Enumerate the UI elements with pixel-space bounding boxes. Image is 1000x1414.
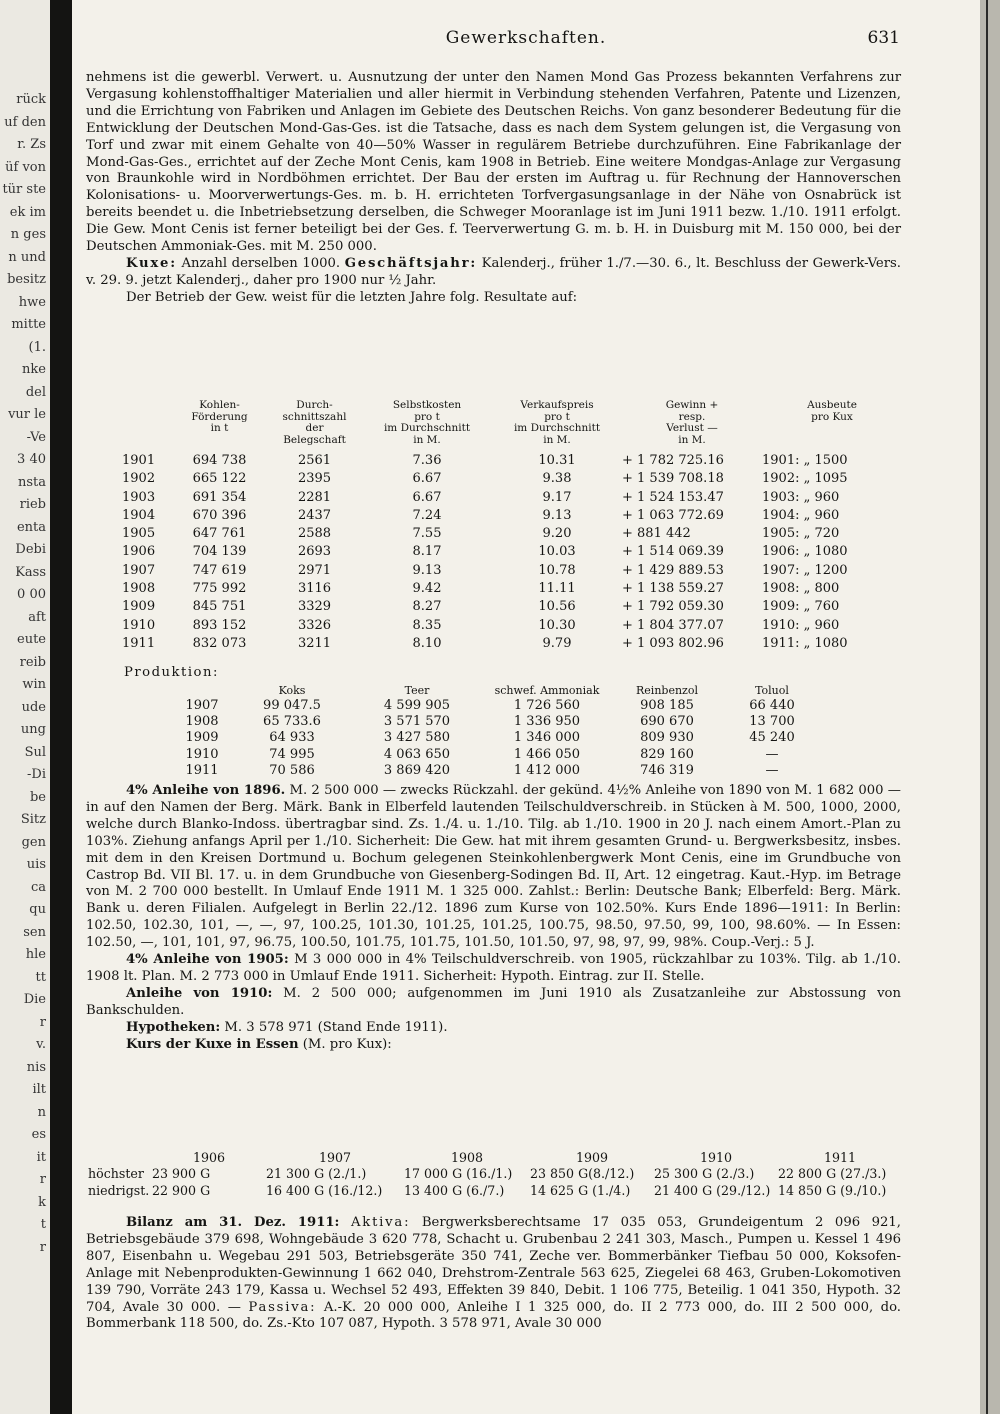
- results-row: [122, 562, 902, 580]
- margin-fragment: (1.: [28, 339, 46, 355]
- kurs-year: 1906: [192, 1150, 226, 1165]
- results-cell: 11.11: [538, 581, 576, 597]
- production-row: [172, 763, 822, 779]
- text-block-bilanz: [86, 1215, 901, 1333]
- results-cell: 694 738: [192, 453, 247, 468]
- margin-fragment: hle: [25, 947, 46, 962]
- results-cell: 1901: „ 1500: [762, 453, 848, 468]
- kurs-low-row: [88, 1183, 902, 1199]
- results-cell: 2437: [297, 507, 332, 523]
- margin-fragment: ca: [30, 879, 46, 895]
- results-cell: 3329: [297, 599, 332, 615]
- results-cell: 1905: [122, 526, 156, 542]
- results-cell: 832 073: [192, 635, 247, 651]
- results-cell: 9.13: [412, 562, 442, 578]
- production-cell: 1 346 000: [513, 730, 581, 746]
- results-cell: 2693: [297, 544, 332, 560]
- page-edge-right: [980, 0, 1000, 1414]
- margin-fragment: r: [39, 1014, 46, 1030]
- production-cell: 3 571 570: [383, 714, 451, 730]
- text-block-bottom: [86, 783, 901, 1054]
- production-cell: 1 412 000: [513, 762, 581, 778]
- results-cell: 2561: [297, 453, 332, 468]
- results-cell: 2395: [297, 471, 332, 487]
- margin-fragment: n ges: [10, 227, 46, 242]
- results-cell: 1902: „ 1095: [762, 471, 848, 487]
- results-cell: 9.13: [542, 507, 572, 523]
- results-cell: + 1 539 708.18: [622, 471, 724, 487]
- aktiva-text: Bergwerksberechtsame 17 035 053, Grundeigentum 2 096 921, Betriebsgebäude 379 698, Wohngebäude 3 620 778, Schacht u. Grubenbau 2 241 303, Masch., Pumpen u. Kessel 1 496 807, Eisenbahn u. Wegebau 291 503, Betriebsgeräte 350 741, Zeche ver. Bommerbänker Tiefbau 50 000, Koksofen-Anlage mit Nebenprodukten-Gewinnung 1 662 040, Drehstrom-Zentrale 563 625, Ziegelei 68 463, Gruben-Lokomotiven 139 790, Vorräte 243 179, Kassa u. Wechsel 52 493, Effekten 39 840, Debit. 1 106 775, Beteilig. 1 041 350, Hypoth. 32 704, Avale 30 000. —: [86, 1215, 901, 1315]
- aktiva-label: Aktiva:: [350, 1215, 411, 1230]
- margin-fragment: n: [37, 1104, 46, 1120]
- anleihe-1910-text: M. 2 500 000; aufgenommen im Juni 1910 als Zusatzanleihe zur Abstossung von Bankschulden.: [86, 985, 901, 1018]
- anleihe-1905-text: M 3 000 000 in 4% Teilschuldverschreib. von 1905, rückzahlbar zu 103%. Tilg. ab 1./10. 1908 lt. Plan. M. 2 773 000 in Umlauf Ende 1911. Sicherheit: Hypoth. Eintrag. zur II. Stelle.: [86, 952, 901, 984]
- kurs-cell: 23 900 G: [152, 1166, 211, 1182]
- results-cell: 1904: „ 960: [762, 507, 840, 523]
- results-cell: 1911: [122, 635, 156, 651]
- results-cell: 1910: „ 960: [762, 617, 840, 633]
- page-number: 631: [867, 28, 900, 48]
- margin-fragment: Die: [23, 992, 46, 1007]
- margin-fragment: v.: [36, 1037, 46, 1052]
- results-cell: + 1 093 802.96: [622, 635, 724, 651]
- results-row: [122, 507, 902, 525]
- results-cell: + 1 063 772.69: [622, 507, 724, 523]
- production-cell: —: [765, 746, 779, 762]
- kurs-cell: 21 400 G (29./12.): [654, 1182, 771, 1198]
- kurs-row-label: höchster: [88, 1166, 144, 1182]
- production-cell: 1 466 050: [513, 746, 581, 762]
- results-cell: 7.24: [412, 507, 442, 523]
- production-cell: 1909: [185, 730, 219, 746]
- margin-fragment: enta: [16, 519, 46, 535]
- production-cell: 1908: [185, 714, 219, 730]
- kurs-cell: 13 400 G (6./7.): [404, 1182, 505, 1198]
- production-cell: 690 670: [640, 714, 694, 730]
- results-header: Selbstkosten pro t im Durchschnitt in M.: [383, 399, 471, 446]
- margin-fragment: Sul: [24, 744, 46, 760]
- production-cell: —: [765, 762, 779, 778]
- production-label: Produktion:: [124, 665, 219, 680]
- kurs-label: Kurs der Kuxe in Essen: [126, 1036, 299, 1052]
- margin-fragment: nke: [22, 362, 46, 377]
- passiva-text: A.-K. 20 000 000, Anleihe I 1 325 000, do. II 2 773 000, do. III 2 500 000, do. Bommerbank 118 500, do. Zs.-Kto 107 087, Hypoth. 3 578 971, Avale 30 000: [86, 1299, 901, 1332]
- results-cell: 9.20: [542, 526, 572, 542]
- results-cell: 9.38: [542, 471, 572, 487]
- results-header: Ausbeute pro Kux: [807, 399, 857, 423]
- results-cell: 6.67: [412, 489, 442, 505]
- margin-fragment: hwe: [18, 294, 46, 310]
- results-cell: 2281: [297, 489, 332, 505]
- margin-fragment: eute: [17, 632, 46, 647]
- results-cell: + 1 514 069.39: [622, 544, 724, 560]
- margin-fragment: win: [22, 677, 46, 692]
- results-cell: + 1 429 889.53: [622, 562, 724, 578]
- margin-fragment: üf von: [5, 159, 46, 175]
- anleihe-1905-paragraph: [86, 952, 901, 986]
- results-cell: 1906: „ 1080: [762, 544, 848, 560]
- anleihe-1896-paragraph: [86, 783, 901, 952]
- production-cell: 3 427 580: [383, 730, 451, 746]
- margin-fragment: 3 40: [17, 452, 46, 467]
- results-cell: 747 619: [192, 562, 247, 578]
- results-table: [122, 400, 902, 653]
- results-cell: 10.30: [538, 617, 576, 633]
- kurs-cell: 16 400 G (16./12.): [266, 1182, 383, 1198]
- production-header: Toluol: [755, 684, 789, 697]
- margin-fragment: reib: [19, 654, 46, 670]
- results-cell: 1907: „ 1200: [762, 562, 848, 578]
- margin-fragment: rieb: [19, 497, 46, 512]
- margin-fragment: uf den: [4, 114, 46, 130]
- results-cell: 1909: „ 760: [762, 599, 840, 615]
- margin-fragment: Sitz: [20, 812, 46, 827]
- results-cell: 8.10: [412, 635, 442, 651]
- results-cell: 691 354: [192, 489, 247, 505]
- kurs-cell: 22 800 G (27./3.): [778, 1166, 887, 1182]
- results-cell: 775 992: [192, 581, 247, 597]
- hypotheken-text: M. 3 578 971 (Stand Ende 1911).: [220, 1019, 448, 1035]
- production-header: schwef. Ammoniak: [494, 684, 600, 697]
- production-header: Reinbenzol: [636, 684, 698, 697]
- production-cell: 99 047.5: [263, 698, 321, 713]
- anleihe-1896-label: 4% Anleihe von 1896.: [126, 783, 286, 798]
- results-cell: 1911: „ 1080: [762, 635, 848, 651]
- results-cell: 845 751: [192, 599, 247, 615]
- production-cell: 1 726 560: [513, 698, 581, 713]
- results-row: [122, 470, 902, 488]
- results-cell: 8.35: [412, 617, 442, 633]
- results-cell: 1908: „ 800: [762, 581, 840, 597]
- kurs-year: 1909: [575, 1150, 609, 1165]
- production-cell: 908 185: [640, 698, 694, 713]
- production-cell: 65 733.6: [263, 714, 321, 730]
- results-row: [122, 635, 902, 653]
- text-block-top: [86, 70, 901, 307]
- margin-fragment: uis: [26, 857, 46, 872]
- production-cell: 13 700: [749, 714, 795, 730]
- margin-fragment: vur le: [8, 407, 46, 422]
- results-intro: Der Betrieb der Gew. weist für die letzten Jahre folg. Resultate auf:: [126, 289, 578, 305]
- results-cell: 3326: [297, 617, 332, 633]
- margin-fragment: n und: [8, 249, 46, 265]
- production-row: [172, 714, 822, 730]
- margin-fragment: -Ve: [26, 429, 46, 445]
- results-cell: 7.55: [412, 526, 442, 542]
- kurs-cell: 21 300 G (2./1.): [266, 1166, 367, 1182]
- production-cell: 66 440: [749, 698, 795, 713]
- adjacent-page-edge: [0, 0, 50, 1414]
- anleihe-1896-text: M. 2 500 000 — zwecks Rückzahl. der gekünd. 4½% Anleihe von 1890 von M. 1 682 000 — in auf den Namen der Berg. Märk. Bank in Elberfeld lautenden Teilschuldverschreib. in Stücken à M. 500, 1000, 2000, welche durch Blanko-Indoss. übertragbar sind. Zs. 1./4. u. 1./10. Tilg. ab 1./10. 1900 in 20 J. nach einem Amort.-Plan zu 103%. Ziehung anfangs April per 1./10. Sicherheit: Die Gew. hat mit ihrem gesamten Grund- u. Bergwerksbesitz, insbes. mit dem in den Kreisen Dortmund u. Bochum gelegenen Steinkohlenbergwerk Mont Cenis, eine im Grundbuche von Castrop Bd. VII Bl. 17. u. in dem Grundbuche von Giesenberg-Sodingen Bd. II, Art. 12 eingetrag. Kaut.-Hyp. im Betrage von M. 2 700 000 bestellt. In Umlauf Ende 1911 M. 1 325 000. Zahlst.: Berlin: Deutsche Bank; Elberfeld: Berg. Märk. Bank u. deren Filialen. Aufgelegt in Berlin 22./12. 1896 zum Kurse von 102.50%. Kurs Ende 1896—1911: In Berlin: 102.50, 102.30, 101, —, —, 97, 100.25, 101.30, 101.25, 101.25, 100.75, 98.50, 97.50, 99, 100, 98.60%. — In Essen: 102.50, —, 101, 101, 97, 96.75, 100.50, 101.75, 101.75, 101.50, 101.50, 97, 98, 97, 99, 98%. Coup.-Verj.: 5 J.: [86, 783, 901, 951]
- results-cell: 10.56: [538, 599, 576, 615]
- results-cell: 10.03: [538, 544, 576, 560]
- results-header: Gewinn + resp. Verlust — in M.: [665, 399, 719, 446]
- results-cell: 1909: [122, 599, 156, 615]
- margin-fragment: rück: [16, 92, 46, 107]
- margin-fragment: qu: [29, 902, 46, 917]
- production-cell: 74 995: [269, 746, 315, 762]
- results-row: [122, 489, 902, 507]
- margin-fragment: it: [36, 1149, 46, 1165]
- results-cell: 1907: [122, 562, 156, 578]
- results-cell: 665 122: [192, 471, 247, 487]
- kurs-text: (M. pro Kux):: [298, 1036, 392, 1052]
- margin-fragment: ung: [20, 722, 46, 737]
- results-cell: 1908: [122, 581, 156, 597]
- production-cell: 45 240: [749, 730, 795, 746]
- kurs-heading: [86, 1037, 901, 1054]
- margin-fragment: nsta: [17, 474, 46, 490]
- anleihe-1910-label: Anleihe von 1910:: [126, 985, 273, 1001]
- hypotheken-paragraph: [86, 1020, 901, 1037]
- hypotheken-label: Hypotheken:: [126, 1019, 221, 1035]
- bilanz-label: Bilanz am 31. Dez. 1911:: [126, 1215, 340, 1230]
- margin-fragment: ek im: [9, 204, 46, 220]
- margin-fragment: ude: [21, 699, 46, 715]
- kurs-year: 1907: [318, 1150, 352, 1165]
- margin-fragment: gen: [21, 834, 46, 850]
- bilanz-paragraph: [86, 1215, 901, 1333]
- results-header: Verkaufspreis pro t im Durchschnitt in M.: [513, 399, 601, 446]
- margin-fragment: r: [39, 1239, 46, 1255]
- kurs-year: 1911: [823, 1150, 857, 1165]
- margin-fragment: Kass: [15, 564, 46, 580]
- results-cell: 647 761: [192, 526, 247, 542]
- results-row: [122, 543, 902, 561]
- kurs-year: 1910: [699, 1150, 733, 1165]
- results-cell: 3211: [297, 635, 332, 651]
- margin-fragment: nis: [26, 1059, 46, 1075]
- passiva-label: Passiva:: [248, 1299, 317, 1315]
- book-gutter: [50, 0, 74, 1414]
- margin-fragment: -Di: [27, 767, 46, 782]
- margin-fragment: r: [39, 1172, 46, 1187]
- anleihe-1910-paragraph: [86, 986, 901, 1020]
- production-header: Teer: [404, 684, 430, 697]
- results-cell: 1904: [122, 507, 156, 523]
- page-header: [72, 28, 980, 54]
- results-cell: 9.79: [542, 635, 572, 651]
- results-cell: + 1 792 059.30: [622, 599, 724, 615]
- kurs-table: [88, 1150, 902, 1199]
- kurs-high-row: [88, 1166, 902, 1182]
- results-cell: 1901: [122, 453, 156, 468]
- results-row: [122, 452, 902, 470]
- production-cell: 1 336 950: [513, 714, 581, 730]
- margin-fragment: r. Zs: [17, 137, 46, 152]
- results-cell: 1910: [122, 617, 156, 633]
- margin-fragment: sen: [23, 924, 46, 940]
- running-title: Gewerkschaften.: [445, 28, 607, 48]
- production-row: [172, 698, 822, 714]
- results-cell: 1903: [122, 489, 156, 505]
- geschaeftsjahr-text: Kalenderj., früher 1./7.—30. 6., lt. Beschluss der Gewerk-Vers. v. 29. 9. jetzt Kalenderj., daher pro 1900 nur ½ Jahr.: [86, 255, 901, 288]
- production-cell: 4 063 650: [383, 746, 451, 762]
- kurs-cell: 14 850 G (9./10.): [778, 1182, 887, 1198]
- results-row: [122, 525, 902, 543]
- results-cell: 9.42: [412, 581, 442, 597]
- kuxe-label: Kuxe:: [126, 255, 177, 271]
- kurs-cell: 14 625 G (1./4.): [530, 1182, 631, 1198]
- margin-fragment: t: [40, 1217, 46, 1232]
- production-row: [172, 730, 822, 746]
- results-cell: + 1 782 725.16: [622, 453, 724, 468]
- margin-fragment: 0 00: [17, 587, 46, 602]
- results-cell: 3116: [297, 581, 332, 597]
- results-cell: + 1 524 153.47: [622, 489, 724, 505]
- results-cell: + 1 804 377.07: [622, 617, 724, 633]
- results-cell: 2588: [297, 526, 332, 542]
- margin-fragment: ilt: [32, 1082, 46, 1097]
- margin-fragment: be: [29, 789, 46, 805]
- margin-fragment: es: [31, 1127, 46, 1142]
- results-cell: 1903: „ 960: [762, 489, 840, 505]
- margin-fragment: k: [38, 1194, 46, 1210]
- intro-paragraph: nehmens ist die gewerbl. Verwert. u. Ausnutzung der unter den Namen Mond Gas Prozess bekannten Verfahrens zur Vergasung kohlenstoffhaltiger Materialien und aller hiermit in Verbindung stehenden Verfahren, Patente und Lizenzen, und die Errichtung von Fabriken und Anlagen im Gebiete des Deutschen Reichs. Von ganz besonderer Bedeutung für die Entwicklung der Deutschen Mond-Gas-Ges. ist die Tatsache, dass es nach dem System gelungen ist, die Vergasung von Torf und zwar mit einem Gehalte von 40—50% Wasser in regulärem Betriebe durchzuführen. Eine Fabrikanlage der Mond-Gas-Ges., errichtet auf der Zeche Mont Cenis, kam 1908 in Betrieb. Eine weitere Mondgas-Anlage zur Vergasung von Braunkohle wird in Nordböhmen errichtet. Der Bau der ersten im Auftrag u. für Rechnung der Hannoverschen Kolonisations- u. Moorverwertungs-Ges. m. b. H. errichteten Torfvergasungsanlage in der Nähe von Osnabrück ist bereits beendet u. die Inbetriebsetzung derselben, die Schweger Mooranlage ist im Juni 1911 bezw. 1./10. 1911 erfolgt. Die Gew. Mont Cenis ist ferner beteiligt bei der Ges. f. Teerverwertung G. m. b. H. in Duisburg mit M. 150 000, bei der Deutschen Ammoniak-Ges. mit M. 250 000.: [86, 70, 901, 255]
- production-cell: 746 319: [640, 762, 694, 778]
- production-cell: 4 599 905: [383, 698, 451, 713]
- production-table: [172, 684, 822, 779]
- results-cell: 2971: [297, 562, 332, 578]
- kurs-cell: 22 900 G: [152, 1182, 211, 1198]
- results-row: [122, 617, 902, 635]
- kuxe-paragraph: [86, 256, 901, 290]
- production-cell: 3 869 420: [383, 762, 451, 778]
- margin-fragment: tür ste: [2, 182, 46, 197]
- results-cell: 6.67: [412, 471, 442, 487]
- results-cell: 8.27: [412, 599, 442, 615]
- production-cell: 809 930: [640, 730, 694, 746]
- results-row: [122, 580, 902, 598]
- results-cell: 7.36: [412, 453, 442, 468]
- results-cell: + 1 138 559.27: [622, 581, 724, 597]
- results-cell: 10.78: [538, 562, 576, 578]
- kurs-cell: 23 850 G(8./12.): [530, 1166, 635, 1182]
- margin-fragment: aft: [28, 609, 46, 625]
- margin-fragment: besitz: [7, 272, 46, 287]
- geschaeftsjahr-label: Geschäftsjahr:: [344, 255, 478, 271]
- kurs-cell: 25 300 G (2./3.): [654, 1166, 755, 1182]
- production-cell: 829 160: [640, 746, 694, 762]
- results-cell: 10.31: [538, 453, 576, 468]
- production-cell: 64 933: [269, 730, 315, 746]
- production-cell: 1907: [185, 698, 219, 713]
- anleihe-1905-label: 4% Anleihe von 1905:: [126, 952, 289, 968]
- production-cell: 1910: [185, 746, 219, 762]
- kurs-row-label: niedrigst.: [88, 1182, 150, 1198]
- margin-fragment: mitte: [11, 317, 46, 332]
- kurs-cell: 17 000 G (16./1.): [404, 1166, 513, 1182]
- margin-fragment: Debi: [15, 542, 46, 557]
- results-cell: 8.17: [412, 544, 442, 560]
- results-cell: 1906: [122, 544, 156, 560]
- production-header: Koks: [278, 684, 306, 697]
- kurs-year: 1908: [450, 1150, 484, 1165]
- results-header: Kohlen- Förderung in t: [191, 399, 248, 434]
- margin-fragment: tt: [35, 969, 46, 985]
- results-header: Durch- schnittszahl der Belegschaft: [282, 399, 347, 446]
- results-cell: 9.17: [542, 489, 572, 505]
- results-cell: + 881 442: [622, 526, 691, 542]
- results-row: [122, 598, 902, 616]
- results-cell: 670 396: [192, 507, 247, 523]
- margin-fragment: del: [25, 384, 46, 400]
- results-cell: 1905: „ 720: [762, 526, 840, 542]
- results-cell: 704 139: [192, 544, 247, 560]
- document-page: [72, 0, 980, 1414]
- production-row: [172, 747, 822, 763]
- production-cell: 70 586: [269, 762, 315, 778]
- production-cell: 1911: [185, 762, 219, 778]
- results-cell: 893 152: [192, 617, 247, 633]
- results-cell: 1902: [122, 471, 156, 487]
- kuxe-text: Anzahl derselben 1000.: [176, 255, 345, 271]
